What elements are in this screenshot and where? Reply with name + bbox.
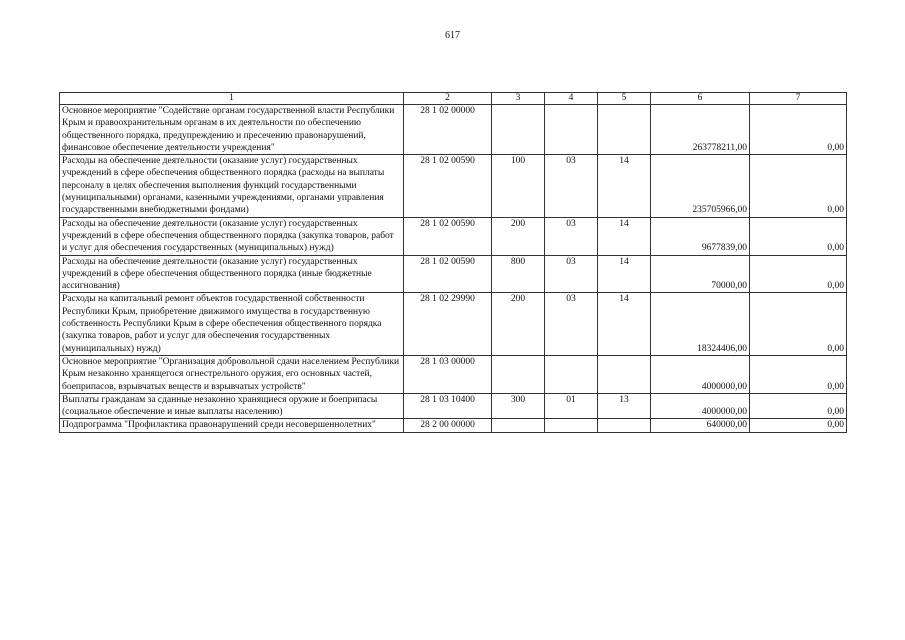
row-name: Расходы на обеспечение деятельности (оказание услуг) государственных учреждений в сфере обеспечения общественного порядка (расходы на выплаты персоналу в целях обеспечения выполнения функций государственными (муниципальными) органами, казенными учреждениями, органами управления государственными внебюджетными фондами) xyxy=(60,155,404,217)
row-pr: 14 xyxy=(598,293,651,355)
row-code: 28 1 02 00000 xyxy=(404,105,492,155)
table-row xyxy=(60,105,847,155)
header-cell: 7 xyxy=(750,93,847,105)
row-sum-2: 0,00 xyxy=(750,293,847,355)
row-name: Расходы на обеспечение деятельности (оказание услуг) государственных учреждений в сфере обеспечения общественного порядка (иные бюджетные ассигнования) xyxy=(60,255,404,293)
row-vr: 200 xyxy=(492,293,545,355)
row-code: 28 1 02 29990 xyxy=(404,293,492,355)
table-row xyxy=(60,255,847,293)
row-name: Основное мероприятие "Организация добровольной сдачи населением Республики Крым незаконно хранящегося огнестрельного оружия, его основных частей, боеприпасов, взрывчатых веществ и взрывчатых устройств" xyxy=(60,355,404,393)
row-name: Основное мероприятие "Содействие органам государственной власти Республики Крым и правоохранительным органам в их деятельности по обеспечению общественного порядка, предупреждению и пресечению правонарушений, финансовое обеспечение деятельности учреждения" xyxy=(60,105,404,155)
row-sum-2: 0,00 xyxy=(750,419,847,432)
row-vr xyxy=(492,419,545,432)
row-code: 28 1 02 00590 xyxy=(404,217,492,255)
row-sum: 9677839,00 xyxy=(651,217,750,255)
row-sum: 4000000,00 xyxy=(651,355,750,393)
row-sum: 263778211,00 xyxy=(651,105,750,155)
header-cell: 2 xyxy=(404,93,492,105)
row-vr xyxy=(492,355,545,393)
header-cell: 1 xyxy=(60,93,404,105)
row-pr: 14 xyxy=(598,155,651,217)
row-pr xyxy=(598,419,651,432)
row-rz xyxy=(545,105,598,155)
table-row xyxy=(60,293,847,355)
table-header-row xyxy=(60,93,847,105)
table-row xyxy=(60,355,847,393)
row-code: 28 1 02 00590 xyxy=(404,255,492,293)
row-rz: 03 xyxy=(545,155,598,217)
row-vr: 100 xyxy=(492,155,545,217)
row-sum-2: 0,00 xyxy=(750,255,847,293)
row-name: Подпрограмма "Профилактика правонарушений среди несовершеннолетних" xyxy=(60,419,404,432)
table-row xyxy=(60,217,847,255)
row-name: Расходы на капитальный ремонт объектов государственной собственности Республики Крым, приобретение движимого имущества в государственную собственность Республики Крым в сфере обеспечения общественного порядка (закупка товаров, работ и услуг для обеспечения государственных (муниципальных) нужд) xyxy=(60,293,404,355)
row-code: 28 1 03 10400 xyxy=(404,393,492,419)
row-code: 28 1 02 00590 xyxy=(404,155,492,217)
row-sum: 18324406,00 xyxy=(651,293,750,355)
header-cell: 6 xyxy=(651,93,750,105)
row-sum: 70000,00 xyxy=(651,255,750,293)
row-rz xyxy=(545,355,598,393)
table-row xyxy=(60,155,847,217)
row-rz xyxy=(545,419,598,432)
row-pr: 14 xyxy=(598,217,651,255)
row-pr xyxy=(598,355,651,393)
row-code: 28 1 03 00000 xyxy=(404,355,492,393)
row-sum-2: 0,00 xyxy=(750,105,847,155)
row-vr: 300 xyxy=(492,393,545,419)
page-number: 617 xyxy=(445,30,460,41)
row-rz: 01 xyxy=(545,393,598,419)
budget-table xyxy=(59,92,847,433)
row-rz: 03 xyxy=(545,217,598,255)
table-row xyxy=(60,419,847,432)
row-vr: 200 xyxy=(492,217,545,255)
row-rz: 03 xyxy=(545,293,598,355)
table-row xyxy=(60,393,847,419)
row-vr: 800 xyxy=(492,255,545,293)
row-sum-2: 0,00 xyxy=(750,217,847,255)
row-code: 28 2 00 00000 xyxy=(404,419,492,432)
header-cell: 5 xyxy=(598,93,651,105)
row-sum-2: 0,00 xyxy=(750,393,847,419)
row-sum: 4000000,00 xyxy=(651,393,750,419)
row-rz: 03 xyxy=(545,255,598,293)
row-sum-2: 0,00 xyxy=(750,355,847,393)
row-pr xyxy=(598,105,651,155)
row-name: Выплаты гражданам за сданные незаконно хранящиеся оружие и боеприпасы (социальное обеспечение и иные выплаты населению) xyxy=(60,393,404,419)
row-pr: 13 xyxy=(598,393,651,419)
row-name: Расходы на обеспечение деятельности (оказание услуг) государственных учреждений в сфере обеспечения общественного порядка (закупка товаров, работ и услуг для обеспечения государственных (муниципальных) нужд) xyxy=(60,217,404,255)
row-sum-2: 0,00 xyxy=(750,155,847,217)
header-cell: 4 xyxy=(545,93,598,105)
row-pr: 14 xyxy=(598,255,651,293)
header-cell: 3 xyxy=(492,93,545,105)
row-sum: 640000,00 xyxy=(651,419,750,432)
row-sum: 235705966,00 xyxy=(651,155,750,217)
row-vr xyxy=(492,105,545,155)
